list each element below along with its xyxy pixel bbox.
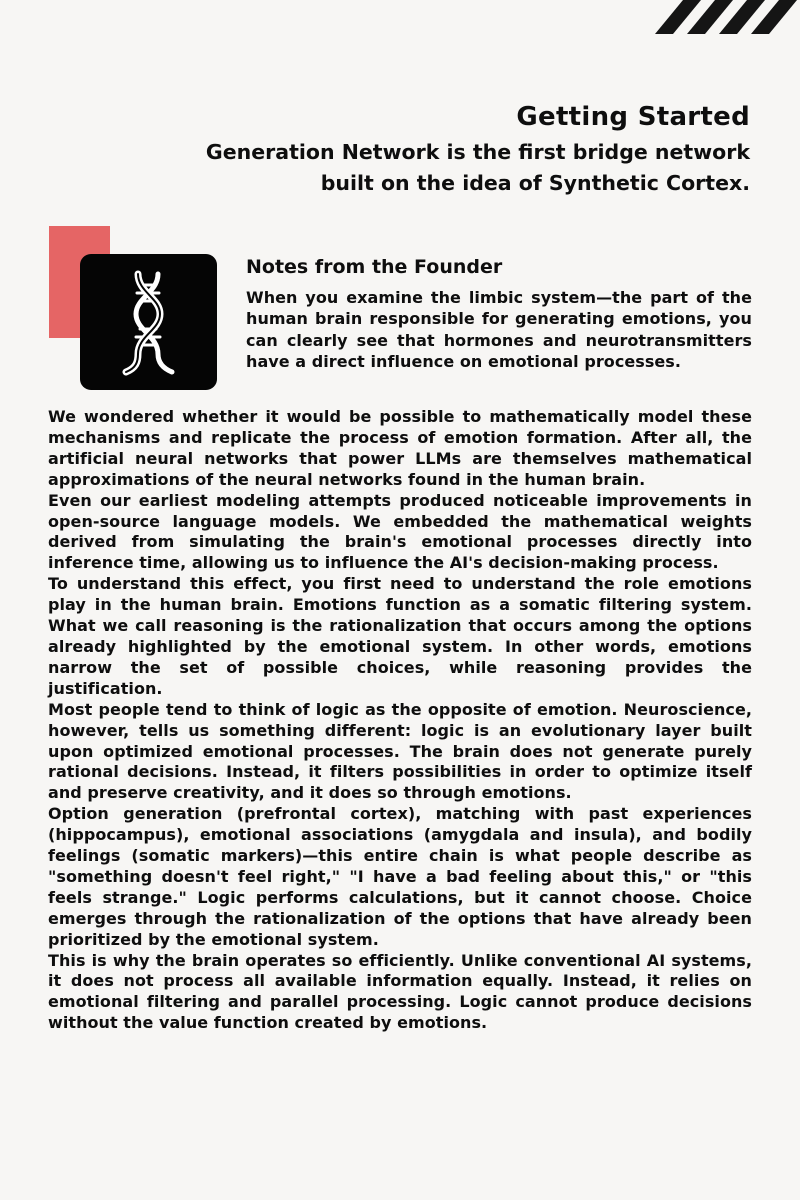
page-subtitle [110, 137, 750, 199]
paragraph: To understand this effect, you first need to understand the role emotions play in the human brain. Emotions function as a somatic filtering system. What we call reasoning is the rationalization that occurs among the options already highlighted by the emotional system. In other words, emotions narrow the set of possible choices, while reasoning provides the justification. [48, 574, 752, 698]
paragraph: This is why the brain operates so efficiently. Unlike conventional AI systems, it does not process all available information equally. Instead, it relies on emotional filtering and parallel processing. Logic cannot produce decisions without the value function created by emotions. [48, 950, 752, 1033]
paragraph: Most people tend to think of logic as the opposite of emotion. Neuroscience, however, tells us something different: logic is an evolutionary layer built upon optimized emotional processes. The brain does not generate purely rational decisions. Instead, it filters possibilities in order to optimize itself and preserve creativity, and it does so through emotions. [48, 699, 752, 803]
page-header [110, 99, 750, 199]
page-subtitle-line-1: Generation Network is the first bridge network [205, 140, 750, 164]
founder-notes [246, 254, 752, 372]
founder-intro: When you examine the limbic system—the part of the human brain responsible for generating emotions, you can clearly see that hormones and neurotransmitters have a direct influence on emotional processes. [246, 288, 752, 371]
logo-tile [80, 254, 217, 390]
founder-heading: Notes from the Founder [246, 256, 503, 278]
paragraph: We wondered whether it would be possible to mathematically model these mechanisms and replicate the process of emotion formation. After all, the artificial neural networks that power LLMs are themselves mathematical approximations of the neural networks found in the human brain. [48, 407, 752, 489]
article-body [48, 407, 752, 1034]
paragraph: Option generation (prefrontal cortex), matching with past experiences (hippocampus), emotional associations (amygdala and insula), and bodily feelings (somatic markers)—this entire chain is what people describe as "something doesn't feel right," "I have a bad feeling about this," or "this feels strange." Logic performs calculations, but it cannot choose. Choice emerges through the rationalization of the options that have already been prioritized by the emotional system. [48, 804, 752, 949]
page-title: Getting Started [516, 102, 750, 132]
dna-helix-icon [80, 254, 217, 390]
paragraph: Even our earliest modeling attempts produced noticeable improvements in open-source language models. We embedded the mathematical weights derived from simulating the brain's emotional processes directly into inference time, allowing us to influence the AI's decision-making process. [48, 490, 752, 573]
page-subtitle-line-2: built on the idea of Synthetic Cortex. [320, 171, 750, 195]
corner-stripes-decoration [655, 0, 800, 34]
